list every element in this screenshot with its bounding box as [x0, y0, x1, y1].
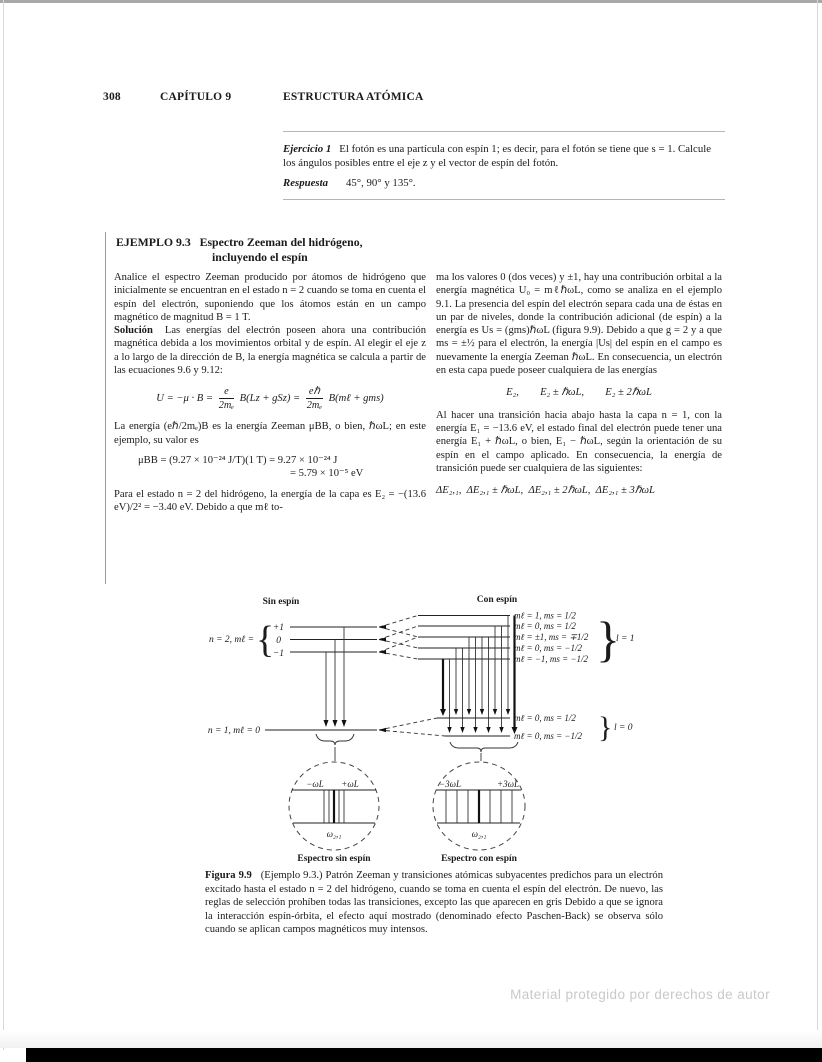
exercise-box [283, 131, 725, 200]
fraction: $\frac{e}{\text{2mₑ}}$ [218, 386, 235, 412]
figure-9-9-diagram [150, 593, 710, 868]
answer-label: Respuesta [283, 177, 328, 189]
right-upper-level-labels [514, 611, 589, 665]
level-splitting-dashed-lines [379, 616, 445, 737]
plus-omega-label: +ωL [341, 779, 359, 789]
plus-3omega-label: +3ωL [497, 779, 519, 789]
spectrum-with-spin-caption: Espectro con espín [441, 854, 517, 864]
figure-right-title: Con espín [476, 595, 518, 605]
l1-brace: } [596, 611, 620, 667]
spectrum-circle-no-spin [289, 762, 379, 850]
ml-value: −1 [272, 649, 284, 659]
fraction: $\frac{\text{eℏ}}{\text{2mₑ}}$ [306, 386, 323, 412]
paragraph: Al hacer una transición hacia abajo hasta la capa n = 1, con la energía E₁ = −13.6 eV, el estado final del electrón puede tener una energía E₁ + ℏωL, o bien, E₁ − ℏωL, según la orientación de su espín en el campo aplicado. En consecuencia, la energía de transición puede ser cualquiera de las siguientes: [436, 409, 722, 474]
page-top-edge [0, 0, 822, 3]
right-lower-level-labels [514, 713, 582, 741]
right-transition-arrows [440, 616, 518, 735]
example-heading [116, 235, 428, 265]
paragraph: La energía (eℏ/2mₑ)B es la energía Zeeman μBB, o bien, ℏωL; en este ejemplo, su valor es [114, 421, 426, 446]
example-heading-line1: EJEMPLO 9.3 Espectro Zeeman del hidrógeno, [116, 235, 363, 249]
page-number: 308 [103, 91, 121, 103]
figure-left-title: Sin espín [262, 597, 300, 607]
copyright-watermark: Material protegido por derechos de autor [510, 987, 770, 1002]
figure-caption: Figura 9.9 (Ejemplo 9.3.) Patrón Zeeman y transiciones atómicas subyacentes predichos para un electrón excitado hasta el estado n = 2 del hidrógeno, cuando se toma en cuenta el espín del electrón. De nuevo, las reglas de selección prohíben todas las transiciones, excepto las que aparecen en gris Debido a que se ignora la interacción espín-órbita, el efecto aquí mostrado (denominado efecto Paschen-Back) se observa sólo cuando se aplican campos magnéticos muy intensos. [205, 870, 663, 936]
equation-shell-energies: E₂, E₂ ± ℏωL, E₂ ± 2ℏωL [506, 387, 652, 399]
example-right-column [436, 271, 722, 505]
svg-text:mℓ = 1, ms = 1/2: mℓ = 1, ms = 1/2 [514, 610, 576, 621]
ml-value: +1 [272, 623, 284, 633]
svg-text:mℓ = 0, ms = −1/2: mℓ = 0, ms = −1/2 [514, 643, 582, 653]
omega21-label: ω₂,₁ [471, 829, 487, 839]
page-left-edge [3, 0, 4, 1050]
minus-omega-label: −ωL [306, 779, 324, 789]
right-upper-energy-levels [418, 616, 510, 660]
left-underbrace [316, 734, 354, 761]
spectrum-circle-with-spin [433, 762, 525, 850]
solucion-label: Solución [114, 325, 153, 337]
equation-magnetic-energy: U = −μ · B = $\frac{e}{\text{2mₑ}}$ B(Lz + gSz) = $\frac{\text{eℏ}}{\text{2mₑ}}$ B(mℓ + gms) [156, 386, 384, 412]
paragraph: ma los valores 0 (dos veces) y ±1, hay una contribución orbital a la energía magnética U₀ = mℓℏωL, como se analiza en el ejemplo 9.1. La presencia del espín del electrón separa cada una de éstas en un par de niveles, donde la contribución adicional (de espín) a la energía es Us = (gms)ℏωL (figura 9.9). Debido a que g = 2 y a que ms = ±½ para el electrón, la energía |Us| del espín en el campo es nuevamente la energía Zeeman ℏωL. En consecuencia, un electrón en esta capa puede poseer cualquiera de las energías [436, 272, 722, 377]
equation-transition-energies: ΔE₂,₁, ΔE₂,₁ ± ℏωL, ΔE₂,₁ ± 2ℏωL, ΔE₂,₁ ± 3ℏωL [436, 485, 655, 497]
svg-text:mℓ = ±1, ms = ∓1/2: mℓ = ±1, ms = ∓1/2 [514, 632, 589, 642]
chapter-label: CAPÍTULO 9 [160, 91, 232, 103]
paragraph: Analice el espectro Zeeman producido por átomos de hidrógeno que inicialmente se encuentran en el estado n = 2 cuando se toma en cuenta el espín del electrón, suponiendo que los átomos están en un campo magnético de magnitud B = 1 T. [114, 272, 426, 323]
example-left-rule [105, 232, 106, 584]
minus-3omega-label: −3ωL [439, 779, 461, 789]
paragraph: Para el estado n = 2 del hidrógeno, la energía de la capa es E₂ = −(13.6 eV)/2² = −3.40 eV. Debido a que mℓ to- [114, 488, 426, 513]
svg-text:mℓ = 0, ms = −1/2: mℓ = 0, ms = −1/2 [514, 731, 582, 741]
l1-label: l = 1 [616, 634, 635, 644]
exercise-answer: Respuesta 45°, 90° y 135°. [283, 177, 416, 189]
figure-caption-label: Figura 9.9 [205, 870, 252, 881]
paragraph: Solución Las energías del electrón poseen ahora una contribución magnética debida a los movimientos orbital y de espín. Al elegir el eje z a lo largo de la dirección de B, la energía magnética se calcula a partir de las ecuaciones 9.6 y 9.12: [114, 325, 427, 377]
exercise-label: Ejercicio 1 [283, 143, 332, 155]
equation-zeeman-value: μBB = (9.27 × 10⁻²⁴ J/T)(1 T) = 9.27 × 10⁻²⁴ J = 5.79 × 10⁻⁵ eV [138, 454, 364, 480]
svg-text:mℓ = 0, ms = 1/2: mℓ = 0, ms = 1/2 [514, 713, 576, 723]
bottom-black-bar [26, 1048, 822, 1062]
spectrum-no-spin-caption: Espectro sin espín [297, 854, 371, 864]
l0-brace: } [598, 711, 613, 744]
omega21-label: ω₂,₁ [326, 829, 342, 839]
ml-value: 0 [276, 636, 281, 646]
example-left-column [114, 271, 426, 514]
n1-level-label: n = 1, mℓ = 0 [207, 726, 260, 736]
book-title: ESTRUCTURA ATÓMICA [283, 91, 424, 103]
page-right-edge [817, 0, 818, 1050]
svg-text:mℓ = −1, ms = −1/2: mℓ = −1, ms = −1/2 [514, 654, 589, 664]
exercise-text: Ejercicio 1 El fotón es una partícula con espín 1; es decir, para el fotón se tiene que s = 1. Calcule los ángulos posibles entre el eje z y el vector de espín del fotón. [283, 143, 712, 169]
right-underbrace [450, 742, 518, 761]
l0-label: l = 0 [614, 723, 633, 733]
left-transition-arrows [324, 627, 347, 727]
left-energy-levels [265, 627, 377, 730]
svg-text:mℓ = 0, ms = 1/2: mℓ = 0, ms = 1/2 [514, 621, 576, 631]
example-heading-line2: incluyendo el espín [212, 250, 308, 264]
n2-level-label: n = 2, mℓ = [208, 635, 254, 645]
left-curly-brace: { [256, 619, 275, 661]
bottom-shade [0, 1030, 822, 1048]
